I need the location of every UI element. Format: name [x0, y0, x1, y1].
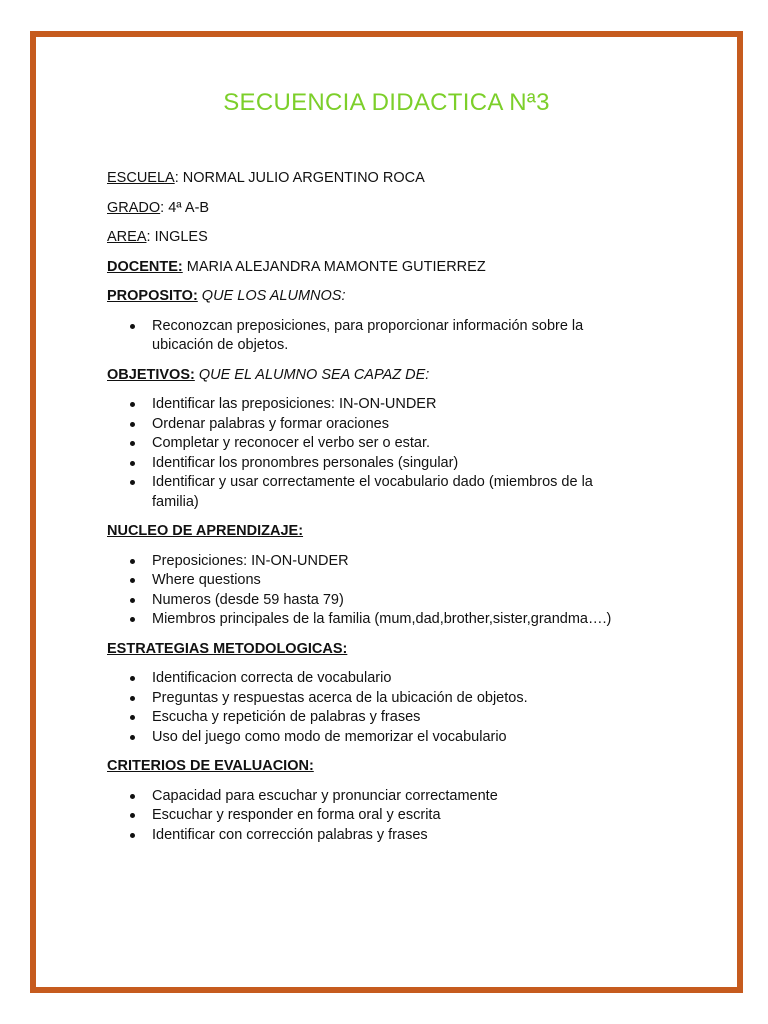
area-label: AREA: [107, 229, 147, 245]
estrategias-list: [107, 669, 667, 747]
objetivos-label: OBJETIVOS:: [107, 366, 195, 383]
list-item: Escucha y repetición de palabras y frases: [107, 708, 667, 728]
list-item: Ordenar palabras y formar oraciones: [107, 415, 667, 435]
grado-value: 4ª A-B: [168, 199, 210, 216]
area-value: INGLES: [154, 229, 208, 245]
page-frame: [30, 31, 743, 993]
escuela-label: ESCUELA: [107, 170, 175, 186]
criterios-heading: [107, 757, 667, 777]
criterios-label: CRITERIOS DE EVALUACION:: [107, 758, 314, 774]
docente-label: DOCENTE:: [107, 258, 183, 275]
proposito-list: [107, 317, 667, 356]
list-item: Where questions: [107, 571, 667, 591]
document-title: SECUENCIA DIDACTICA Nª3: [223, 89, 550, 116]
escuela-value: NORMAL JULIO ARGENTINO ROCA: [182, 170, 425, 186]
nucleo-heading: [107, 522, 667, 542]
objetivos-heading: [107, 366, 667, 386]
list-item: Identificar y usar correctamente el vocabulario dado (miembros de la familia): [107, 473, 622, 512]
nucleo-list: [107, 552, 667, 630]
objetivos-subtitle: QUE EL ALUMNO SEA CAPAZ DE:: [194, 366, 430, 383]
proposito-subtitle: QUE LOS ALUMNOS:: [197, 288, 346, 304]
escuela-separator: :: [174, 170, 183, 186]
list-item: Numeros (desde 59 hasta 79): [107, 591, 667, 611]
estrategias-label: ESTRATEGIAS METODOLOGICAS:: [107, 640, 348, 657]
docente-value: MARIA ALEJANDRA MAMONTE GUTIERREZ: [182, 258, 486, 275]
grado-separator: :: [160, 199, 169, 216]
grado-label: GRADO: [107, 199, 161, 216]
list-item: Miembros principales de la familia (mum,dad,brother,sister,grandma….): [107, 610, 667, 630]
list-item: Preguntas y respuestas acerca de la ubicación de objetos.: [107, 689, 667, 709]
proposito-heading: [107, 287, 667, 307]
list-item: Reconozcan preposiciones, para proporcionar información sobre la ubicación de objetos.: [107, 317, 607, 356]
area-separator: :: [146, 229, 155, 245]
list-item: Identificar las preposiciones: IN-ON-UNDER: [107, 395, 667, 415]
docente-line: [107, 258, 667, 278]
document-body: [107, 169, 667, 855]
list-item: Escuchar y responder en forma oral y escrita: [107, 806, 667, 826]
list-item: Identificacion correcta de vocabulario: [107, 669, 667, 689]
estrategias-heading: [107, 640, 667, 660]
list-item: Completar y reconocer el verbo ser o estar.: [107, 434, 667, 454]
list-item: Identificar con corrección palabras y frases: [107, 826, 667, 846]
escuela-line: [107, 169, 667, 189]
list-item: Uso del juego como modo de memorizar el vocabulario: [107, 728, 667, 748]
list-item: Identificar los pronombres personales (singular): [107, 454, 667, 474]
area-line: [107, 228, 667, 248]
grado-line: [107, 199, 667, 219]
criterios-list: [107, 787, 667, 846]
list-item: Capacidad para escuchar y pronunciar correctamente: [107, 787, 667, 807]
nucleo-label: NUCLEO DE APRENDIZAJE:: [107, 523, 304, 539]
list-item: Preposiciones: IN-ON-UNDER: [107, 552, 667, 572]
proposito-label: PROPOSITO:: [107, 288, 198, 304]
objetivos-list: [107, 395, 667, 512]
